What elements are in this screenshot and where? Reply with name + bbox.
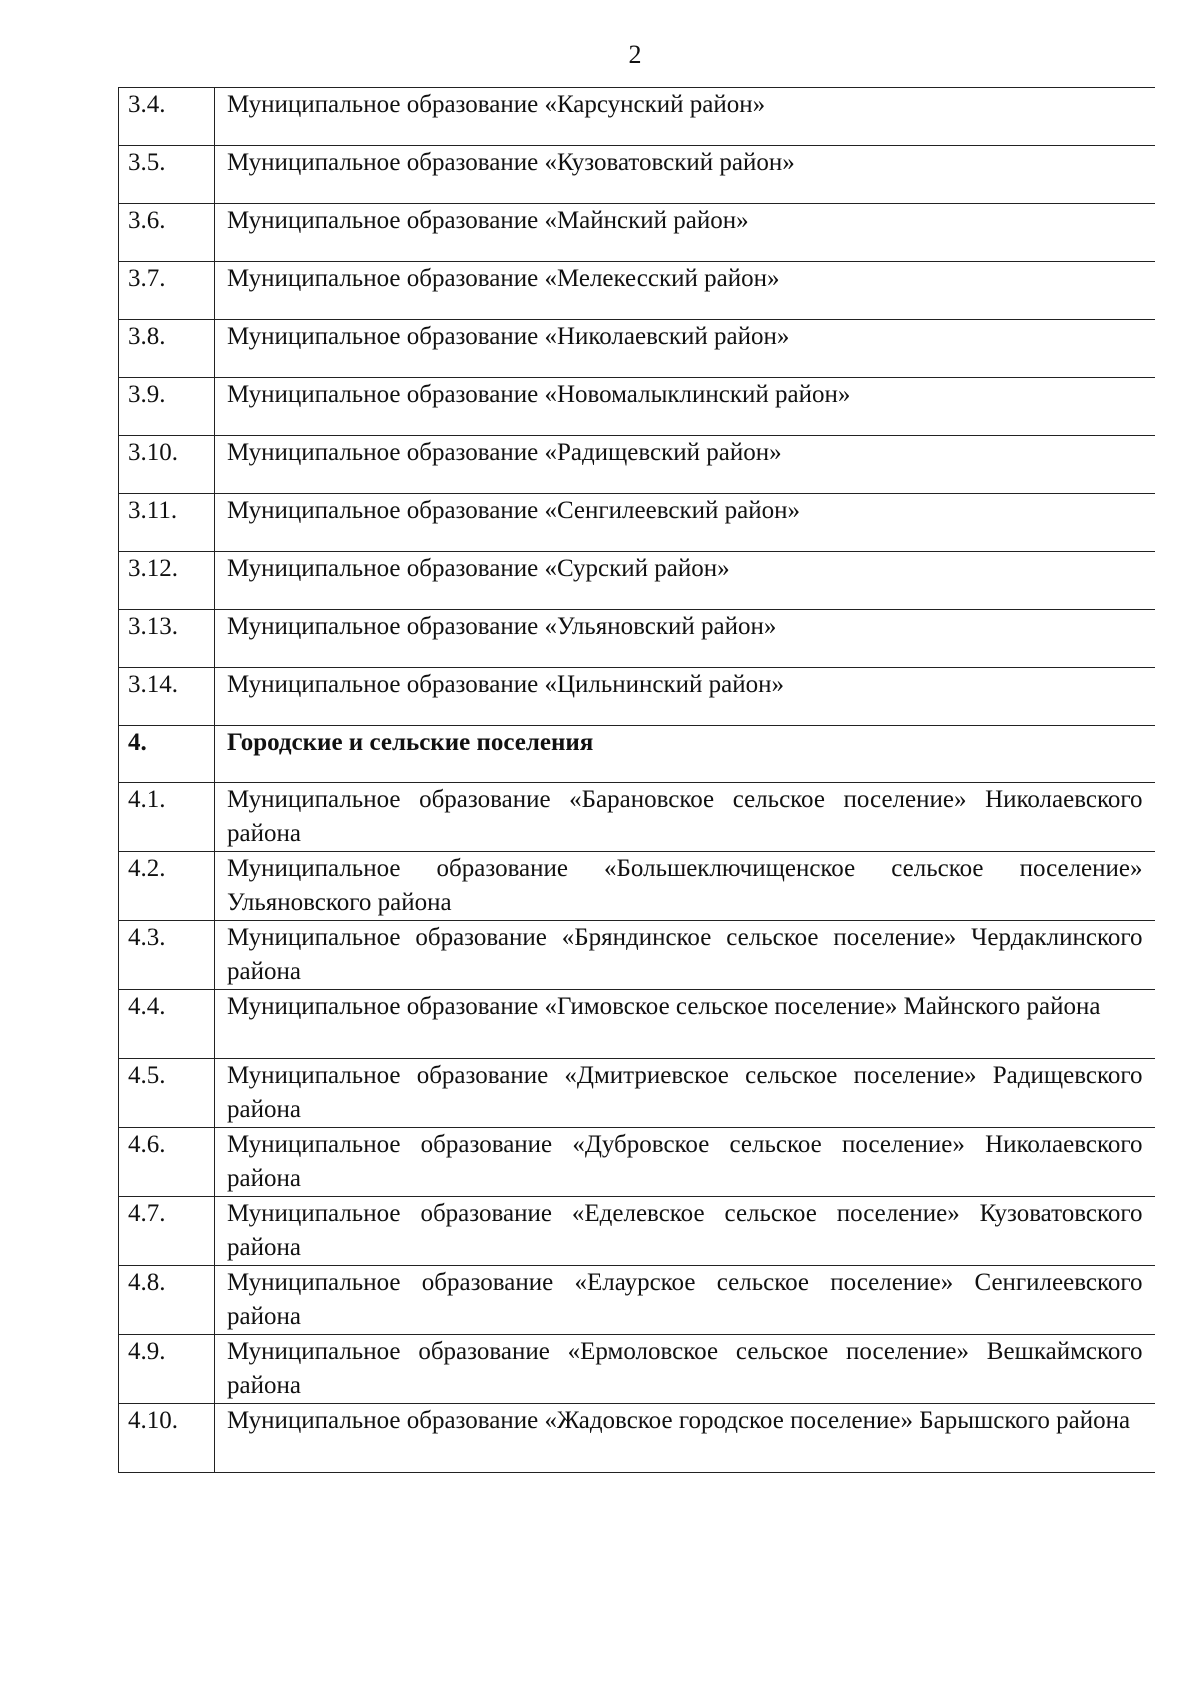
table-row	[119, 88, 1155, 146]
row-name: Муниципальное образование «Гимовское сельское поселение» Майнского района	[215, 990, 1155, 1059]
row-name: Муниципальное образование «Дмитриевское сельское поселение» Радищевского района	[215, 1059, 1155, 1128]
row-number: 3.11.	[119, 494, 215, 552]
row-number: 4.5.	[119, 1059, 215, 1128]
table-row	[119, 610, 1155, 668]
municipalities-table	[118, 87, 1155, 1473]
table-row	[119, 436, 1155, 494]
table-row	[119, 552, 1155, 610]
row-number: 4.2.	[119, 852, 215, 921]
row-number: 3.14.	[119, 668, 215, 726]
row-name: Муниципальное образование «Елаурское сельское поселение» Сенгилеевского района	[215, 1266, 1155, 1335]
row-number: 3.4.	[119, 88, 215, 146]
table-row	[119, 1335, 1155, 1404]
row-name: Муниципальное образование «Сурский район»	[215, 552, 1155, 610]
table-row	[119, 378, 1155, 436]
row-number: 4.9.	[119, 1335, 215, 1404]
row-number: 3.12.	[119, 552, 215, 610]
row-number: 3.10.	[119, 436, 215, 494]
table-row	[119, 852, 1155, 921]
table-row	[119, 668, 1155, 726]
section-header-row	[119, 726, 1155, 783]
row-number: 4.7.	[119, 1197, 215, 1266]
row-number: 3.6.	[119, 204, 215, 262]
table-row	[119, 1059, 1155, 1128]
page-number: 2	[628, 40, 642, 69]
row-name: Муниципальное образование «Еделевское сельское поселение» Кузоватовского района	[215, 1197, 1155, 1266]
row-name: Муниципальное образование «Цильнинский район»	[215, 668, 1155, 726]
table-row	[119, 921, 1155, 990]
row-name: Муниципальное образование «Николаевский район»	[215, 320, 1155, 378]
row-name: Муниципальное образование «Дубровское сельское поселение» Николаевского района	[215, 1128, 1155, 1197]
row-name: Муниципальное образование «Барановское сельское поселение» Николаевского района	[215, 783, 1155, 852]
table-row	[119, 204, 1155, 262]
row-number: 4.10.	[119, 1404, 215, 1473]
row-name: Муниципальное образование «Ермоловское сельское поселение» Вешкаймского района	[215, 1335, 1155, 1404]
table-row	[119, 783, 1155, 852]
table-row	[119, 494, 1155, 552]
row-name: Муниципальное образование «Новомалыклинский район»	[215, 378, 1155, 436]
table-row	[119, 146, 1155, 204]
row-number: 3.7.	[119, 262, 215, 320]
row-name: Муниципальное образование «Мелекесский район»	[215, 262, 1155, 320]
row-number: 3.9.	[119, 378, 215, 436]
row-name: Муниципальное образование «Большеключищенское сельское поселение» Ульяновского района	[215, 852, 1155, 921]
row-number: 3.13.	[119, 610, 215, 668]
row-name: Муниципальное образование «Радищевский район»	[215, 436, 1155, 494]
row-number: 3.5.	[119, 146, 215, 204]
row-number: 4.3.	[119, 921, 215, 990]
table-row	[119, 1197, 1155, 1266]
row-number: 4.4.	[119, 990, 215, 1059]
table-row	[119, 1404, 1155, 1473]
row-number: 3.8.	[119, 320, 215, 378]
row-name: Муниципальное образование «Бряндинское сельское поселение» Чердаклинского района	[215, 921, 1155, 990]
row-name: Муниципальное образование «Карсунский район»	[215, 88, 1155, 146]
table-row	[119, 262, 1155, 320]
table-row	[119, 320, 1155, 378]
table-row	[119, 990, 1155, 1059]
row-name: Муниципальное образование «Ульяновский район»	[215, 610, 1155, 668]
row-name: Муниципальное образование «Майнский район»	[215, 204, 1155, 262]
row-number: 4.6.	[119, 1128, 215, 1197]
row-name: Муниципальное образование «Жадовское городское поселение» Барышского района	[215, 1404, 1155, 1473]
row-number: 4.1.	[119, 783, 215, 852]
section-title: Городские и сельские поселения	[215, 726, 1155, 783]
row-name: Муниципальное образование «Кузоватовский район»	[215, 146, 1155, 204]
section-number: 4.	[119, 726, 215, 783]
row-name: Муниципальное образование «Сенгилеевский район»	[215, 494, 1155, 552]
table-row	[119, 1266, 1155, 1335]
table-row	[119, 1128, 1155, 1197]
row-number: 4.8.	[119, 1266, 215, 1335]
